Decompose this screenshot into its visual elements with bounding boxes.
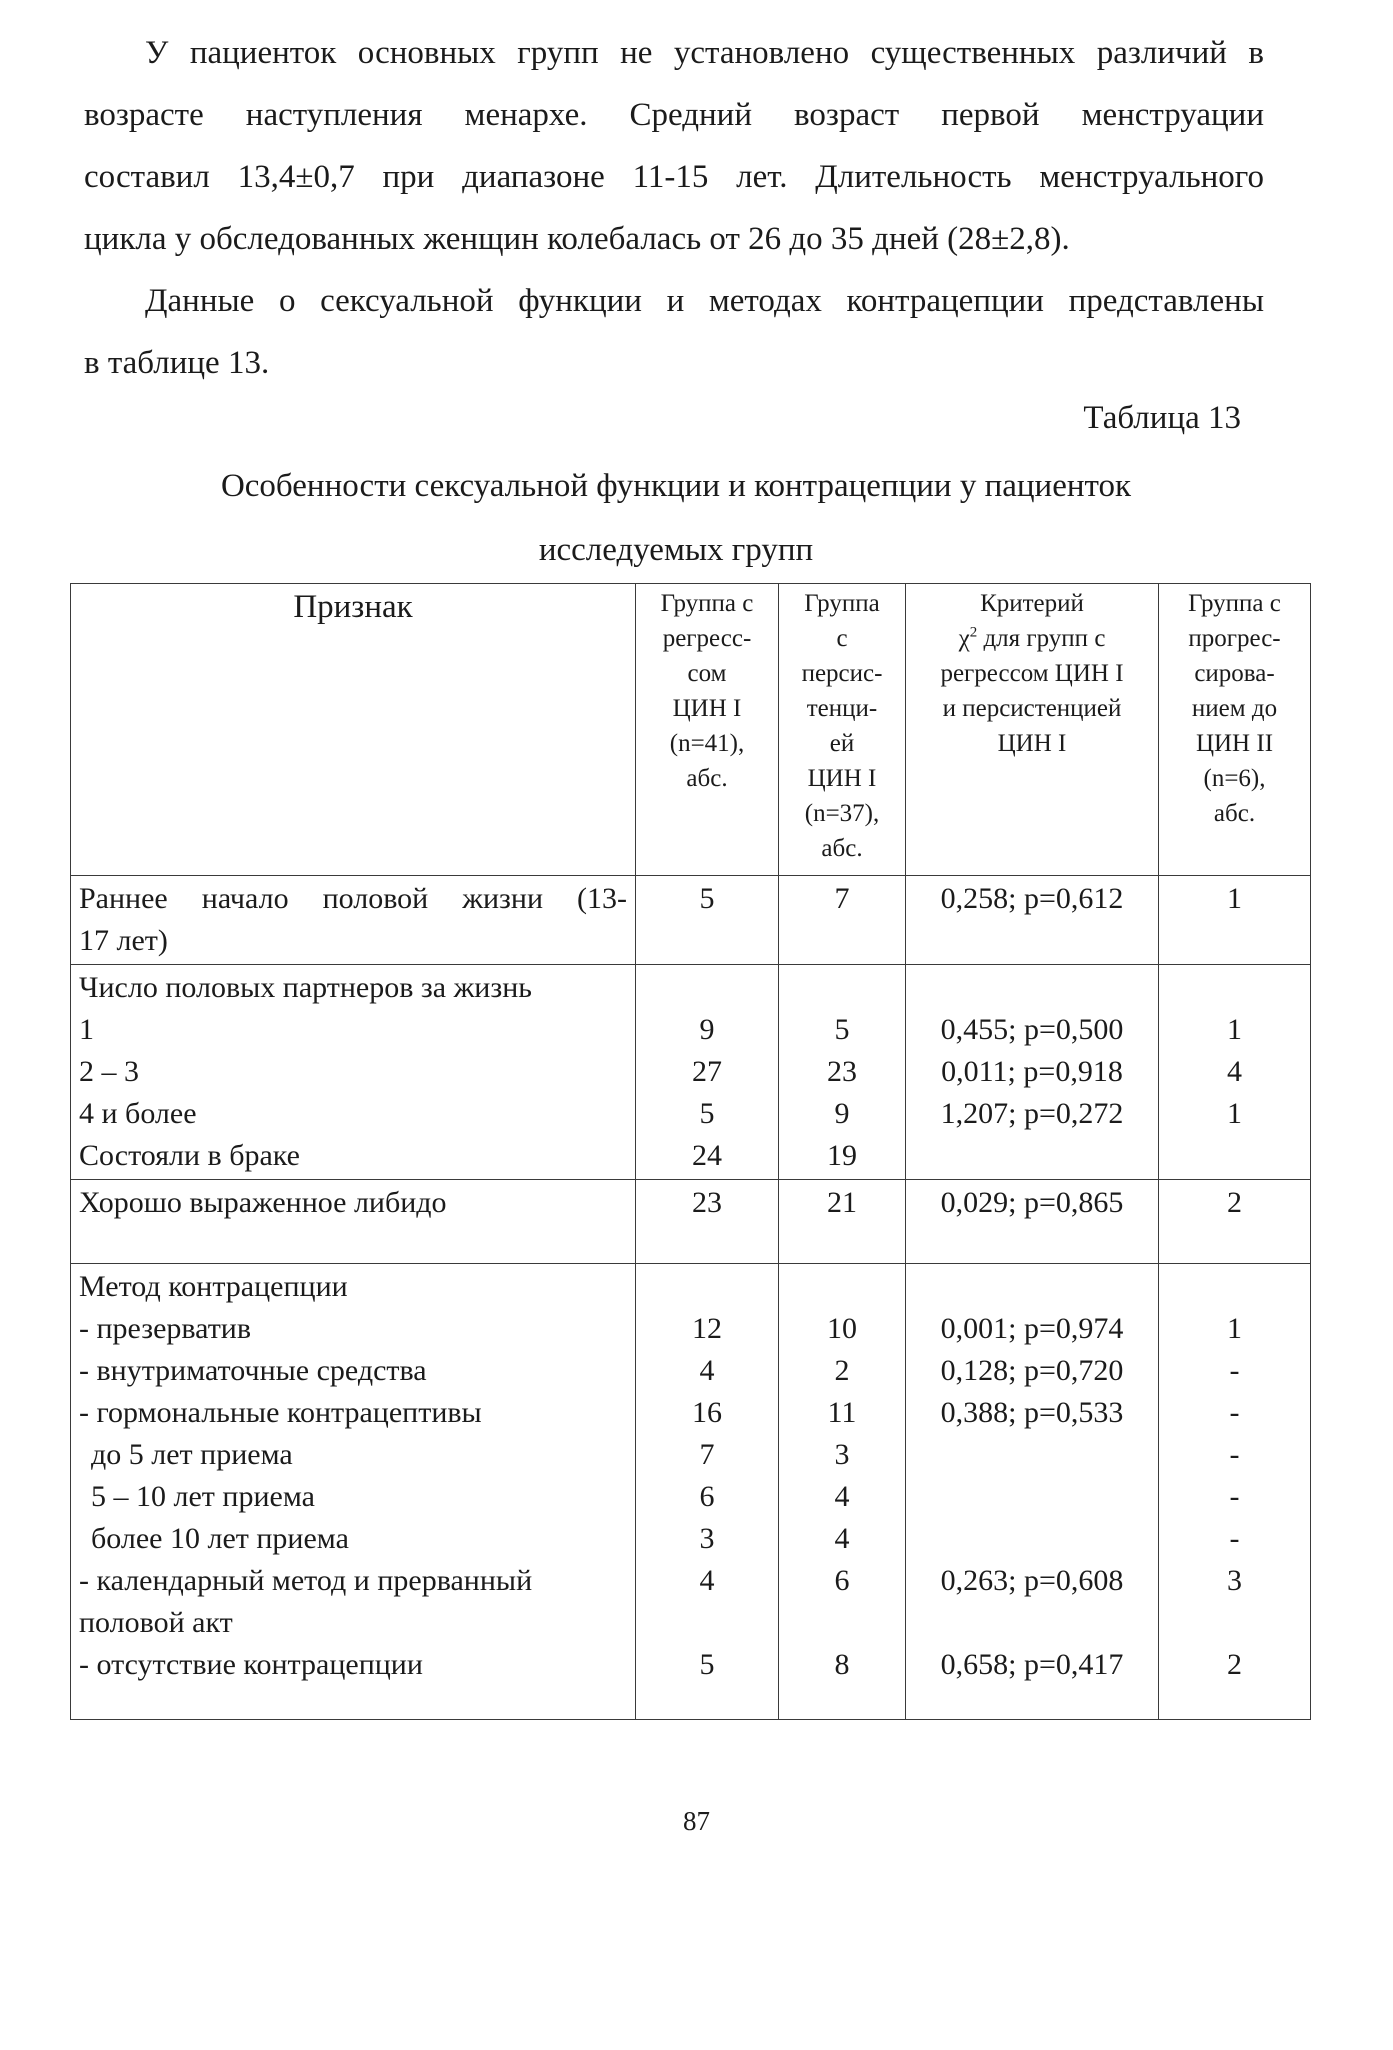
header-line: абс. (1213, 800, 1256, 827)
header-line: ЦИН I (807, 765, 877, 792)
cell-value: 5 (699, 1648, 715, 1681)
cell-value: 1 (1227, 882, 1242, 915)
cell-value: 8 (834, 1648, 850, 1681)
cell-value: 9 (699, 1013, 715, 1046)
cell-value: 4 (834, 1480, 850, 1513)
header-line: ЦИН I (672, 695, 742, 722)
paragraph-line: Данные о сексуальной функции и методах контрацепции представлены (145, 283, 1264, 319)
caption-line-1: Особенности сексуальной функции и контрацепции у пациенток (220, 468, 1132, 504)
cell-value: 0,658; p=0,417 (940, 1648, 1124, 1681)
cell-value: 0,388; p=0,533 (940, 1396, 1124, 1429)
cell-value: 5 (834, 1013, 850, 1046)
table-number: Таблица 13 (1083, 400, 1241, 436)
cell-value: 4 (1227, 1055, 1242, 1088)
cell-value: 1 (1227, 1312, 1242, 1345)
cell-value: 0,011; p=0,918 (941, 1055, 1123, 1088)
header-line: регрессом ЦИН I (940, 660, 1124, 687)
cell-value (914, 1602, 1150, 1644)
cell-value: 23 (827, 1055, 857, 1088)
cell-value (914, 1434, 1150, 1476)
cell-value (1167, 1266, 1302, 1308)
chi-symbol: χ (958, 625, 970, 652)
label-line: - гормональные контрацептивы (79, 1396, 482, 1429)
cell-value: 19 (827, 1139, 857, 1172)
cell-value (1167, 1135, 1302, 1177)
cell-persistence (779, 1264, 906, 1720)
cell-value: 0,455; p=0,500 (940, 1013, 1124, 1046)
cell-value: 9 (834, 1097, 850, 1130)
cell-regress (636, 876, 779, 965)
paragraph-line: возрасте наступления менархе. Средний возраст первой менструации (84, 97, 1264, 133)
table-row (71, 1180, 1311, 1264)
cell-value: 0,029; p=0,865 (940, 1186, 1124, 1219)
cell-value (914, 1266, 1150, 1308)
cell-value: 4 (834, 1522, 850, 1555)
header-line: абс. (821, 835, 863, 862)
paragraph-menarche (84, 22, 1264, 270)
table-header-row (71, 584, 1311, 876)
cell-chi-square (906, 1264, 1159, 1720)
cell-value: 3 (834, 1438, 850, 1471)
header-line: с (836, 625, 848, 652)
label-line: Метод контрацепции (79, 1270, 348, 1303)
header-line: тенци- (806, 695, 878, 722)
cell-value (1167, 1602, 1302, 1644)
cell-value: 5 (699, 882, 715, 915)
cell-value (787, 1266, 897, 1308)
cell-value: - (1229, 1354, 1240, 1387)
cell-persistence (779, 1180, 906, 1264)
row-label-early-onset (71, 876, 636, 965)
header-line: Группа с (660, 590, 754, 617)
cell-value (644, 1266, 770, 1308)
table-row (71, 876, 1311, 965)
header-progression-group (1159, 584, 1311, 876)
cell-value: 5 (699, 1097, 715, 1130)
header-line: абс. (686, 765, 728, 792)
cell-value: - (1229, 1480, 1240, 1513)
header-line: прогрес- (1188, 625, 1281, 652)
header-regress-group (636, 584, 779, 876)
paragraph-line: составил 13,4±0,7 при диапазоне 11-15 лет. Длительность менструального (84, 159, 1264, 195)
cell-regress (636, 965, 779, 1180)
header-line: персис- (801, 660, 883, 687)
paragraph-line: в таблице 13. (84, 345, 270, 381)
paragraph-table-intro (84, 270, 1264, 394)
label-line: Раннее начало половой жизни (13- (79, 882, 627, 915)
cell-value: 6 (699, 1480, 715, 1513)
cell-value (914, 1135, 1150, 1177)
page-number: 87 (683, 1806, 710, 1836)
cell-value: 1 (1227, 1097, 1242, 1130)
cell-progression (1159, 1264, 1311, 1720)
label-line: 5 – 10 лет приема (91, 1480, 315, 1513)
label-line: до 5 лет приема (91, 1438, 293, 1471)
cell-value: 6 (834, 1564, 850, 1597)
cell-value: 1 (1227, 1013, 1242, 1046)
header-chi-square (906, 584, 1159, 876)
cell-value (787, 967, 897, 1009)
header-chi-line (914, 621, 1150, 656)
label-line: - внутриматочные средства (79, 1354, 427, 1387)
cell-value: 0,258; p=0,612 (940, 882, 1124, 915)
table-row (71, 1264, 1311, 1720)
header-line: ей (829, 730, 855, 757)
cell-value: 4 (699, 1564, 715, 1597)
label-line: Состояли в браке (79, 1139, 300, 1172)
label-line: 2 – 3 (79, 1055, 139, 1088)
cell-value: 7 (699, 1438, 715, 1471)
row-label-contraception (71, 1264, 636, 1720)
header-persistence-group (779, 584, 906, 876)
header-line: Группа с (1188, 590, 1281, 617)
cell-value: 3 (699, 1522, 715, 1555)
header-line: регресс- (662, 625, 752, 652)
cell-chi-square (906, 1180, 1159, 1264)
paragraph-line: У пациенток основных групп не установлено существенных различий в (145, 35, 1264, 71)
cell-value (914, 967, 1150, 1009)
cell-regress (636, 1180, 779, 1264)
row-label-partners (71, 965, 636, 1180)
cell-value: 2 (834, 1354, 850, 1387)
header-line: ЦИН II (1195, 730, 1274, 757)
cell-progression (1159, 965, 1311, 1180)
cell-regress (636, 1264, 779, 1720)
cell-value: 1,207; p=0,272 (940, 1097, 1124, 1130)
cell-value: 24 (692, 1139, 722, 1172)
cell-value: 4 (699, 1354, 715, 1387)
cell-value: 0,001; p=0,974 (940, 1312, 1124, 1345)
header-line: нием до (1191, 695, 1278, 722)
label-line: 1 (79, 1013, 94, 1046)
label-line: Число половых партнеров за жизнь (79, 971, 532, 1004)
data-table (70, 583, 1311, 1720)
cell-value: 10 (827, 1312, 857, 1345)
label-line: - календарный метод и прерванный (79, 1564, 533, 1597)
header-sign: Признак (71, 584, 636, 876)
table-caption (84, 454, 1268, 582)
label-line: Хорошо выраженное либидо (79, 1186, 447, 1219)
cell-value: 2 (1227, 1648, 1242, 1681)
header-line: ЦИН I (997, 730, 1067, 757)
header-line: (n=6), (1203, 765, 1266, 792)
label-line: - отсутствие контрацепции (79, 1648, 423, 1681)
cell-value: - (1229, 1396, 1240, 1429)
cell-value: 23 (692, 1186, 722, 1219)
cell-value: 0,128; p=0,720 (940, 1354, 1124, 1387)
cell-value (644, 967, 770, 1009)
cell-value: 16 (692, 1396, 722, 1429)
label-line: половой акт (79, 1606, 233, 1639)
header-line: Группа (804, 590, 880, 617)
cell-value: 27 (692, 1055, 722, 1088)
row-label-libido (71, 1180, 636, 1264)
header-line: Критерий (980, 590, 1084, 617)
label-line: 4 и более (79, 1097, 197, 1130)
cell-progression (1159, 876, 1311, 965)
header-line: сирова- (1194, 660, 1275, 687)
cell-value (1167, 967, 1302, 1009)
header-line: (n=41), (669, 730, 745, 757)
cell-value (644, 1602, 770, 1644)
cell-chi-square (906, 965, 1159, 1180)
cell-value: 0,263; p=0,608 (940, 1564, 1124, 1597)
cell-persistence (779, 876, 906, 965)
cell-value: - (1229, 1438, 1240, 1471)
cell-value: 3 (1227, 1564, 1242, 1597)
cell-value: - (1229, 1522, 1240, 1555)
cell-value: 7 (834, 882, 850, 915)
label-line: 17 лет) (79, 924, 168, 957)
header-line: и персистенцией (942, 695, 1122, 722)
cell-value: 21 (827, 1186, 857, 1219)
table-row (71, 965, 1311, 1180)
cell-persistence (779, 965, 906, 1180)
cell-value (787, 1602, 897, 1644)
paragraph-line: цикла у обследованных женщин колебалась от 26 до 35 дней (28±2,8). (84, 221, 1070, 257)
cell-value: 12 (692, 1312, 722, 1345)
chi-rest: для групп с (977, 625, 1106, 652)
caption-line-2: исследуемых групп (538, 532, 814, 568)
cell-value (914, 1518, 1150, 1560)
cell-value: 11 (827, 1396, 857, 1429)
label-line: более 10 лет приема (91, 1522, 349, 1555)
chi-superscript: 2 (969, 624, 978, 641)
label-line: - презерватив (79, 1312, 252, 1345)
header-line: (n=37), (804, 800, 880, 827)
cell-progression (1159, 1180, 1311, 1264)
header-line: сом (687, 660, 727, 687)
cell-chi-square (906, 876, 1159, 965)
cell-value: 2 (1227, 1186, 1242, 1219)
cell-value (914, 1476, 1150, 1518)
